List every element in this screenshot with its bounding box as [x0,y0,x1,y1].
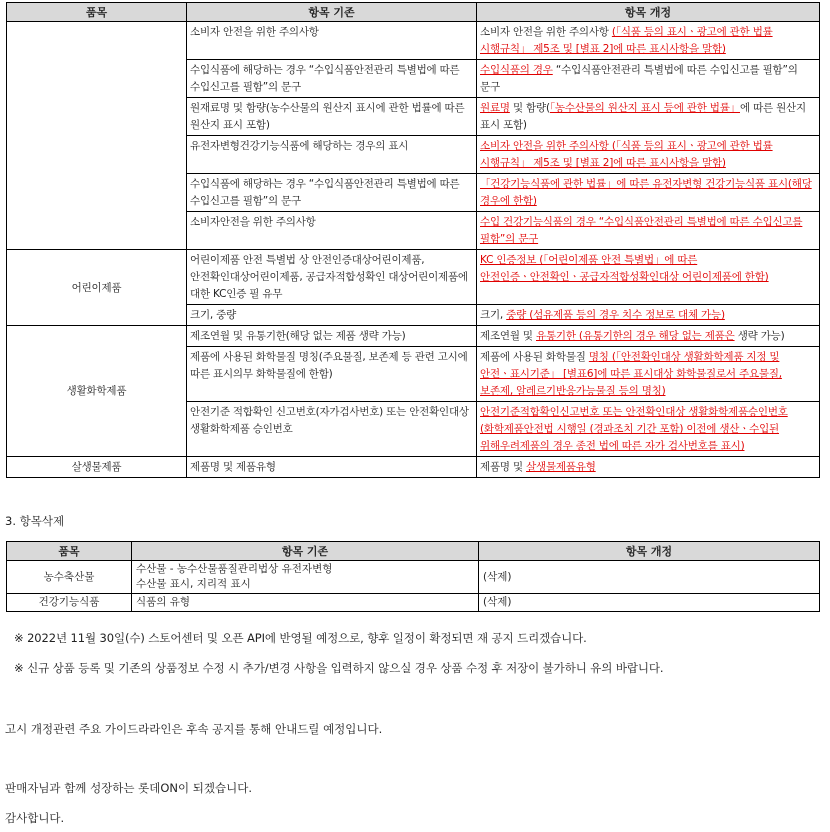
schedule-note: ※ 2022년 11월 30일(수) 스토어센터 및 오픈 API에 반영될 예정으로, 향후 일정이 확정되면 재 공지 드리겠습니다. [14,631,587,645]
thanks-message: 감사합니다. [5,811,65,825]
header-after: 항목 개정 [477,3,820,22]
plain-text: 크기, [480,309,507,321]
section-title-deletion: 3. 항목삭제 [5,514,65,528]
highlighted-text: (「식품 등의 표시ㆍ광고에 관한 법률 시행규칙」 제5조 및 [별표 2]에 따른 표시사항을 말함) [480,26,773,55]
table-row [7,326,820,347]
category-cell: 어린이제품 [7,250,187,326]
header-before: 항목 기존 [187,3,477,22]
after-cell [477,305,820,326]
deletion-table [6,541,820,612]
highlighted-text: 수입 건강기능식품의 경우 “수입식품안전관리 특별법에 따른 수입신고를 필함”의 문구 [480,216,803,245]
before-cell: 소비자안전을 위한 주의사항 [187,212,477,250]
before-cell: 유전자변형건강기능식품에 해당하는 경우의 표시 [187,136,477,174]
highlighted-text: 명칭 (「안전확인대상 생활화학제품 지정 및 안전ㆍ표시기준」 [별표6]에 따른 표시대상 화학물질로서 주요물질, 보존제, 알레르기반응가능물질 등의 명칭) [480,351,782,397]
plain-text: 및 함량( [509,102,550,114]
after-cell [477,326,820,347]
before-cell [132,561,479,594]
after-cell [477,60,820,98]
after-cell [477,347,820,402]
highlighted-text: KC 인증정보 (「어린이제품 안전 특별법」에 따른 안전인증ㆍ안전확인ㆍ공급자적합성확인대상 어린이제품에 한함) [480,254,769,283]
plain-text: 에 따른 원산지 표시 포함) [480,102,806,131]
category-cell: 건강기능식품 [7,594,132,612]
before-cell: 제품에 사용된 화학물질 명칭(주요물질, 보존제 등 관련 고시에 따른 표시의무 화학물질에 한함) [187,347,477,402]
after-cell [477,457,820,478]
category-cell: 살생물제품 [7,457,187,478]
input-warning-note: ※ 신규 상품 등록 및 기존의 상품정보 수정 시 추가/변경 사항을 입력하지 않으실 경우 상품 수정 후 저장이 불가하니 유의 바랍니다. [14,661,664,675]
highlighted-text: 수입식품의 경우 [480,64,553,76]
before-cell: 제품명 및 제품유형 [187,457,477,478]
before-cell: 수입식품에 해당하는 경우 “수입식품안전관리 특별법에 따른 수입신고를 필함”의 문구 [187,60,477,98]
after-cell [477,250,820,305]
category-cell: 생활화학제품 [7,326,187,457]
after-cell [477,22,820,60]
before-cell: 어린이제품 안전 특별법 상 안전인증대상어린이제품, 안전확인대상어린이제품, 공급자적합성확인 대상어린이제품에 대한 KC인증 필 유무 [187,250,477,305]
header-before: 항목 기존 [132,542,479,561]
header-after: 항목 개정 [479,542,820,561]
highlighted-text: 「농수산물의 원산지 표시 등에 관한 법률」 [549,102,740,114]
highlighted-text: 「건강기능식품에 관한 법률」에 따른 유전자변형 건강기능식품 표시(해당 경우에 한함) [480,178,812,207]
table-row [7,250,820,305]
revision-table [6,2,820,478]
plain-text: 소비자 안전을 위한 주의사항 [480,26,612,38]
after-cell [477,402,820,457]
table-row [7,457,820,478]
plain-text: 제품에 사용된 화학물질 [480,351,589,363]
after-cell [477,174,820,212]
plain-text: “수입식품안전관리 특별법에 따른 수입신고를 필함”의 문구 [480,64,798,93]
plain-text: 제품명 및 [480,461,527,473]
revision-table-header [7,3,820,22]
table-row [7,22,820,60]
header-item: 품목 [7,542,132,561]
before-cell: 수입식품에 해당하는 경우 “수입식품안전관리 특별법에 따른 수입신고를 필함”의 문구 [187,174,477,212]
deletion-table-header [7,542,820,561]
before-cell: 크기, 중량 [187,305,477,326]
before-cell: 소비자 안전을 위한 주의사항 [187,22,477,60]
before-cell: 제조연월 및 유통기한(해당 없는 제품 생략 가능) [187,326,477,347]
before-cell: 안전기준 적합확인 신고번호(자가검사번호) 또는 안전확인대상 생활화학제품 승인번호 [187,402,477,457]
after-cell [477,98,820,136]
after-cell [477,136,820,174]
highlighted-text: 소비자 안전을 위한 주의사항 (「식품 등의 표시ㆍ광고에 관한 법률 시행규칙」 제5조 및 [별표 2]에 따른 표시사항을 말함) [480,140,773,169]
table-row [7,594,820,612]
before-cell: 원재료명 및 함량(농수산물의 원산지 표시에 관한 법률에 따른 원산지 표시 포함) [187,98,477,136]
before-line: 수산물 - 농수산물품질관리법상 유전자변형 [136,563,333,575]
highlighted-text: 원료명 [480,102,510,114]
category-cell: 농수축산물 [7,561,132,594]
header-item: 품목 [7,3,187,22]
plain-text: 생략 가능) [734,330,785,342]
after-cell: (삭제) [479,561,820,594]
after-cell [477,212,820,250]
guide-notice: 고시 개정관련 주요 가이드라라인은 후속 공지를 통해 안내드릴 예정입니다. [5,722,383,736]
highlighted-text: 살생물제품유형 [526,461,596,473]
highlighted-text: 유통기한 (유통기한의 경우 해당 없는 제품은 [536,330,735,342]
before-cell [132,594,479,612]
growth-message: 판매자님과 함께 성장하는 롯데ON이 되겠습니다. [5,781,253,795]
before-line: 식품의 유형 [136,596,191,608]
before-line: 수산물 표시, 지리적 표시 [136,578,251,590]
highlighted-text: 중량 (섬유제품 등의 경우 치수 정보로 대체 가능) [506,309,725,321]
after-cell: (삭제) [479,594,820,612]
table-row [7,561,820,594]
category-cell-empty [7,22,187,250]
highlighted-text: 안전기준적합확인신고번호 또는 안전확인대상 생활화학제품승인번호 (화학제품안전법 시행일 (경과조치 기간 포함) 이전에 생산ㆍ수입된 위해우려제품의 경우 종전 법에 따른 자가 검사번호를 표시) [480,406,788,452]
plain-text: 제조연월 및 [480,330,536,342]
